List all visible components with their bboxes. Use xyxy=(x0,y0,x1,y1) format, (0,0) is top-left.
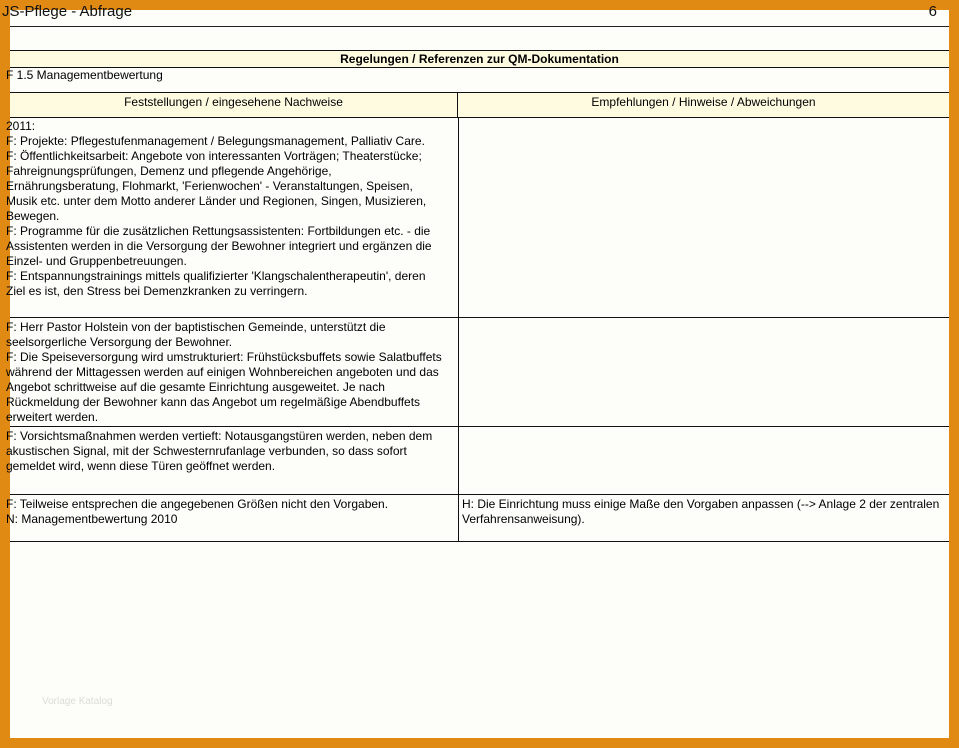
findings-cell: F: Herr Pastor Holstein von der baptistischen Gemeinde, unterstützt die seelsorgerliche Versorgung der Bewohner. F: Die Speiseversorgung wird umstrukturiert: Frühstücksbuffets sowie Salatbuffets während der Mittagessen werden auf einigen Wohnbereichen angeboten und das Angebot schrittweise auf die gesamte Einrichtung ausgeweitet. Je nach Rückmeldung der Bewohner kann das Angebot um regelmäßige Abendbuffets erweitert werden. xyxy=(6,320,442,424)
table-row xyxy=(6,117,949,318)
section-subtitle: F 1.5 Managementbewertung xyxy=(6,68,163,82)
recommendations-cell xyxy=(458,117,949,317)
watermark: Vorlage Katalog xyxy=(42,696,113,707)
findings-cell: F: Teilweise entsprechen die angegebenen Größen nicht den Vorgaben. N: Managementbewertung 2010 xyxy=(6,497,389,526)
findings-cell: 2011: F: Projekte: Pflegestufenmanagement / Belegungsmanagement, Palliativ Care. F: Öffentlichkeitsarbeit: Angebote von interessanten Vorträgen; Theaterstücke; Fahreignungsprüfungen, Demenz und pflegende Angehörige, Ernährungsberatung, Flohmarkt, 'Ferienwochen' - Veranstaltungen, Speisen, Musik etc. unter dem Motto anderer Länder und Regionen, Singen, Musizieren, Bewegen. F: Programme für die zusätzlichen Rettungsassistenten: Fortbildungen etc. - die Assistenten werden in die Versorgung der Bewohner integriert und ergänzen die Einzel- und Gruppenbetreuungen. F: Entspannungstrainings mittels qualifizierter 'Klangschalentherapeutin', deren Ziel es ist, den Stress bei Demenzkranken zu verringern. xyxy=(6,119,432,298)
table-row xyxy=(6,427,949,495)
document-page xyxy=(2,3,949,738)
header-divider xyxy=(10,26,949,27)
recommendations-cell xyxy=(458,427,949,494)
page-number: 6 xyxy=(928,3,937,20)
section-title: Regelungen / Referenzen zur QM-Dokumentation xyxy=(10,50,949,68)
column-header-findings: Feststellungen / eingesehene Nachweise xyxy=(10,92,458,118)
column-header-recommendations: Empfehlungen / Hinweise / Abweichungen xyxy=(458,92,949,118)
recommendations-cell: H: Die Einrichtung muss einige Maße den Vorgaben anpassen (--> Anlage 2 der zentralen Verfahrensanweisung). xyxy=(458,495,949,541)
document-title: JS-Pflege - Abfrage xyxy=(2,3,133,20)
recommendations-cell xyxy=(458,318,949,426)
table-row xyxy=(6,318,949,427)
table-row xyxy=(6,495,949,542)
findings-cell: F: Vorsichtsmaßnahmen werden vertieft: Notausgangstüren werden, neben dem akustischen Signal, mit der Schwesternrufanlage verbunden, so dass sofort gemeldet wird, wenn diese Türen geöffnet werden. xyxy=(6,429,433,473)
